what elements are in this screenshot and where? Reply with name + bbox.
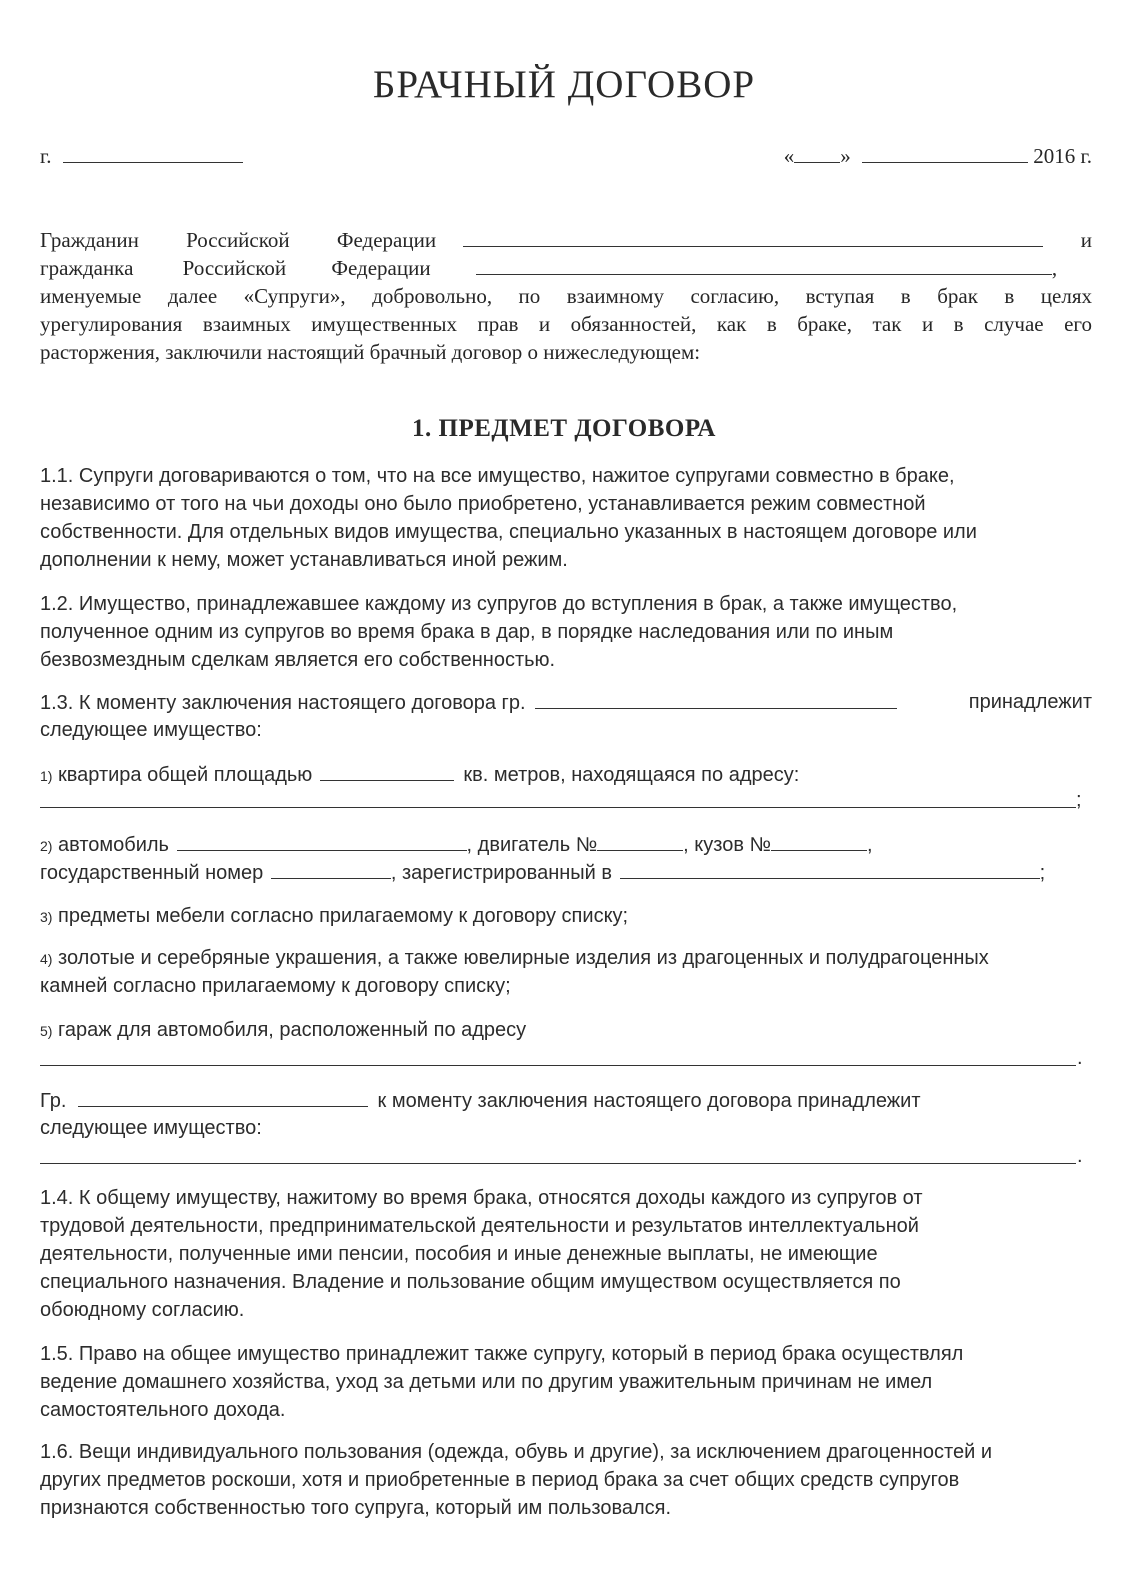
- item-end: ;: [1076, 789, 1082, 811]
- item-3: [40, 902, 628, 931]
- city-date-row: [40, 142, 1092, 170]
- item-5: [40, 1016, 526, 1045]
- address-blank: [40, 807, 1076, 808]
- car-model-blank: [177, 830, 467, 851]
- intro-word: Федерации: [331, 256, 431, 280]
- item-2-line-2: [40, 858, 1092, 887]
- item-end: .: [1077, 1145, 1083, 1167]
- paragraph-1-4-line: деятельности, полученные ими пенсии, пособия и иные денежные выплаты, не имеющие: [40, 1243, 878, 1265]
- owner-name-blank: [535, 688, 897, 709]
- p13-text: 1.3. К моменту заключения настоящего договора гр.: [40, 692, 526, 714]
- paragraph-1-6-line: других предметов роскоши, хотя и приобретенные в период брака за счет общих средств супругов: [40, 1469, 960, 1491]
- paragraph-1-1-line: собственности. Для отдельных видов имущества, специально указанных в настоящем договоре или: [40, 521, 977, 543]
- item-number: 2): [40, 838, 53, 854]
- paragraph-1-5-line: 1.5. Право на общее имущество принадлежит также супругу, который в период брака осуществлял: [40, 1343, 964, 1365]
- intro-line-3: именуемые далее «Супруги», добровольно, по взаимному согласию, вступая в брак в целях: [40, 284, 1092, 308]
- intro-word: Российской: [182, 256, 287, 280]
- p13-text: принадлежит: [968, 691, 1092, 713]
- item-text: ,: [866, 834, 873, 856]
- paragraph-1-4-line: обоюдному согласию.: [40, 1299, 245, 1321]
- intro-line-5: расторжения, заключили настоящий брачный договор о нижеследующем:: [40, 340, 701, 364]
- paragraph-1-2-line: безвозмездным сделкам является его собственностью.: [40, 649, 556, 671]
- engine-number-blank: [597, 830, 683, 851]
- city-blank: [63, 142, 243, 163]
- item-1: [40, 760, 799, 790]
- item-text: , зарегистрированный в: [390, 862, 613, 884]
- intro-word: Российской: [186, 228, 290, 252]
- paragraph-1-1-line: независимо от того на чьи доходы оно было приобретено, устанавливается режим совместной: [40, 493, 926, 515]
- intro-line-4: урегулирования взаимных имущественных прав и обязанностей, как в браке, так и в случае его: [40, 312, 1092, 336]
- item-2: [40, 830, 873, 860]
- item-4: [40, 944, 989, 973]
- item-text: автомобиль: [58, 834, 169, 856]
- item-text: кв. метров, находящаяся по адресу:: [463, 764, 800, 786]
- intro-word: и: [1080, 228, 1092, 252]
- month-blank: [862, 142, 1028, 163]
- item-text: , двигатель №: [466, 834, 598, 856]
- paragraph-1-2-line: 1.2. Имущество, принадлежавшее каждому из супругов до вступления в брак, а также имущество,: [40, 593, 958, 615]
- paragraph-1-2-line: полученное одним из супругов во время брака в дар, в порядке наследования или по иным: [40, 621, 894, 643]
- paragraph-1-5-line: самостоятельного дохода.: [40, 1399, 286, 1421]
- date-close-quote: »: [840, 144, 851, 168]
- intro-line-1: [40, 226, 1092, 254]
- year: 2016 г.: [1033, 144, 1092, 168]
- second-owner-blank: [78, 1086, 368, 1107]
- body-number-blank: [771, 830, 867, 851]
- intro-line-2: [40, 254, 1092, 282]
- intro-word: гражданка: [40, 256, 134, 280]
- item-text: предметы мебели согласно прилагаемому к договору списку;: [58, 905, 629, 927]
- paragraph-1-3-line: следующее имущество:: [40, 719, 262, 741]
- city-prefix: г.: [40, 144, 52, 168]
- intro-word: ,: [1051, 256, 1058, 280]
- item-text: золотые и серебряные украшения, а также ювелирные изделия из драгоценных и полудрагоценных: [58, 947, 989, 969]
- item-number: 4): [40, 951, 53, 967]
- paragraph-1-6-line: 1.6. Вещи индивидуального пользования (одежда, обувь и другие), за исключением драгоценностей и: [40, 1441, 993, 1463]
- intro-word: Гражданин: [40, 228, 139, 252]
- item-text: гараж для автомобиля, расположенный по адресу: [58, 1019, 527, 1041]
- paragraph-1-3-line: [40, 688, 1092, 717]
- item-number: 3): [40, 909, 53, 925]
- item-text: государственный номер: [40, 862, 264, 884]
- item-number: 1): [40, 768, 53, 784]
- gr-text: к моменту заключения настоящего договора принадлежит: [377, 1090, 921, 1112]
- paragraph-1-5-line: ведение домашнего хозяйства, уход за детьми или по другим уважительным причинам не имел: [40, 1371, 933, 1393]
- item-number: 5): [40, 1023, 53, 1039]
- gr-text: Гр.: [40, 1090, 67, 1112]
- second-owner-property-blank: [40, 1163, 1076, 1164]
- item-end: ;: [1039, 862, 1046, 884]
- husband-name-blank: [463, 226, 1043, 247]
- item-text: квартира общей площадью: [58, 764, 313, 786]
- date-group: [784, 142, 1092, 170]
- registration-blank: [620, 858, 1040, 879]
- intro-word: Федерации: [336, 228, 437, 252]
- plate-number-blank: [271, 858, 391, 879]
- item-text: , кузов №: [683, 834, 771, 856]
- paragraph-1-6-line: признаются собственностью того супруга, который им пользовался.: [40, 1497, 672, 1519]
- day-blank: [794, 142, 840, 163]
- paragraph-1-1-line: дополнении к нему, может устанавливаться иной режим.: [40, 549, 568, 571]
- second-owner-line-2: следующее имущество:: [40, 1117, 262, 1139]
- section-heading: 1. ПРЕДМЕТ ДОГОВОРА: [412, 415, 716, 442]
- second-owner-line: [40, 1086, 1092, 1115]
- paragraph-1-4-line: 1.4. К общему имуществу, нажитому во время брака, относятся доходы каждого из супругов от: [40, 1187, 923, 1209]
- item-end: .: [1077, 1047, 1083, 1069]
- paragraph-1-4-line: специального назначения. Владение и пользование общим имуществом осуществляется по: [40, 1271, 901, 1293]
- item-4-line-2: камней согласно прилагаемому к договору списку;: [40, 975, 511, 997]
- garage-address-blank: [40, 1065, 1076, 1066]
- date-open-quote: «: [783, 144, 795, 168]
- paragraph-1-4-line: трудовой деятельности, предпринимательской деятельности и результатов интеллектуальной: [40, 1215, 919, 1237]
- document-title: БРАЧНЫЙ ДОГОВОР: [372, 63, 756, 106]
- wife-name-blank: [476, 254, 1052, 275]
- paragraph-1-1-line: 1.1. Супруги договариваются о том, что на все имущество, нажитое супругами совместно в браке,: [40, 465, 955, 487]
- area-blank: [320, 760, 454, 781]
